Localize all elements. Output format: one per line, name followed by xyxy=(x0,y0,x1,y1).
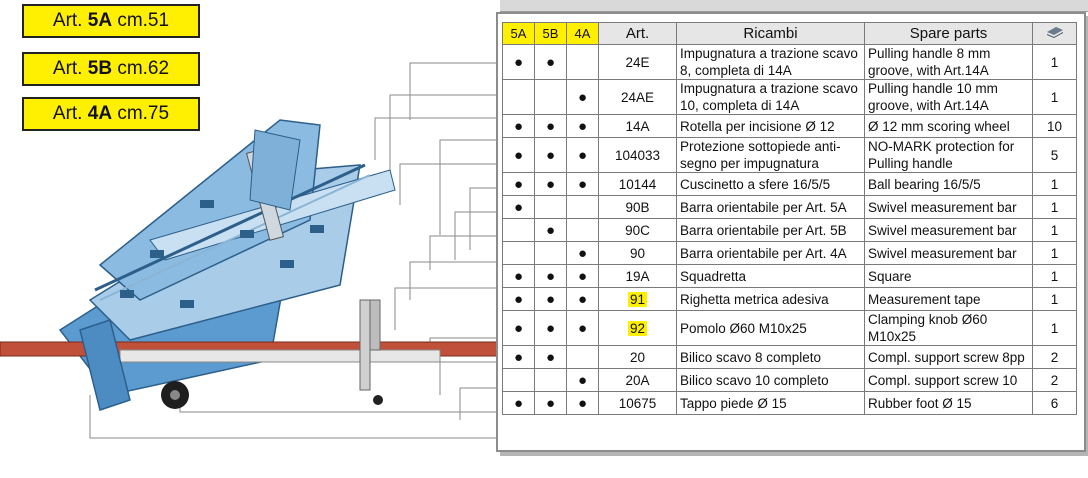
cell-5a: ● xyxy=(503,311,535,346)
cell-quantity: 2 xyxy=(1033,369,1077,392)
badge-art-5b: Art. 5B cm.62 xyxy=(22,52,200,86)
cell-quantity: 1 xyxy=(1033,311,1077,346)
cell-5a: ● xyxy=(503,196,535,219)
cell-4a: ● xyxy=(567,288,599,311)
cell-ricambi: Barra orientabile per Art. 5A xyxy=(677,196,865,219)
table-row xyxy=(503,115,1077,138)
cell-4a: ● xyxy=(567,173,599,196)
col-header-ricambi: Ricambi xyxy=(677,23,865,45)
table-row xyxy=(503,311,1077,346)
table-row xyxy=(503,288,1077,311)
cell-quantity: 10 xyxy=(1033,115,1077,138)
cell-4a xyxy=(567,45,599,80)
measurement-bar xyxy=(0,342,505,362)
cell-4a: ● xyxy=(567,311,599,346)
cell-ricambi: Rotella per incisione Ø 12 xyxy=(677,115,865,138)
cell-spare-parts: Ø 12 mm scoring wheel xyxy=(865,115,1033,138)
cell-ricambi: Righetta metrica adesiva xyxy=(677,288,865,311)
cell-5b: ● xyxy=(535,346,567,369)
cell-art: 90B xyxy=(599,196,677,219)
table-row xyxy=(503,346,1077,369)
cell-art: 24AE xyxy=(599,80,677,115)
badge-art-5a: Art. 5A cm.51 xyxy=(22,4,200,38)
cell-art xyxy=(599,288,677,311)
cell-quantity: 6 xyxy=(1033,392,1077,415)
col-header-5b: 5B xyxy=(535,23,567,45)
cell-spare-parts: NO-MARK protection for Pulling handle xyxy=(865,138,1033,173)
cell-4a: ● xyxy=(567,265,599,288)
cell-5a: ● xyxy=(503,288,535,311)
cell-5b: ● xyxy=(535,392,567,415)
cell-5b: ● xyxy=(535,219,567,242)
top-strip xyxy=(500,0,1088,12)
cell-4a xyxy=(567,219,599,242)
cell-spare-parts: Swivel measurement bar xyxy=(865,219,1033,242)
col-header-4a: 4A xyxy=(567,23,599,45)
cell-quantity: 1 xyxy=(1033,242,1077,265)
col-header-spare-parts: Spare parts xyxy=(865,23,1033,45)
cell-art: 10675 xyxy=(599,392,677,415)
cell-ricambi: Cuscinetto a sfere 16/5/5 xyxy=(677,173,865,196)
cell-5a: ● xyxy=(503,265,535,288)
cell-art: 19A xyxy=(599,265,677,288)
cell-quantity: 1 xyxy=(1033,288,1077,311)
table-row xyxy=(503,265,1077,288)
table-row xyxy=(503,45,1077,80)
cell-5a: ● xyxy=(503,173,535,196)
cell-5b: ● xyxy=(535,45,567,80)
cell-ricambi: Pomolo Ø60 M10x25 xyxy=(677,311,865,346)
cell-4a: ● xyxy=(567,138,599,173)
cell-quantity: 1 xyxy=(1033,196,1077,219)
cell-5a xyxy=(503,369,535,392)
cell-5b xyxy=(535,242,567,265)
cell-spare-parts: Compl. support screw 8pp xyxy=(865,346,1033,369)
cell-5b: ● xyxy=(535,288,567,311)
table-row xyxy=(503,173,1077,196)
table-row xyxy=(503,138,1077,173)
cell-spare-parts: Ball bearing 16/5/5 xyxy=(865,173,1033,196)
spare-parts-table xyxy=(502,22,1077,415)
cell-5b: ● xyxy=(535,173,567,196)
table-body xyxy=(503,45,1077,415)
table-row xyxy=(503,392,1077,415)
cell-5b: ● xyxy=(535,138,567,173)
cell-5a xyxy=(503,80,535,115)
cell-5a: ● xyxy=(503,392,535,415)
cell-4a: ● xyxy=(567,242,599,265)
cell-ricambi: Impugnatura a trazione scavo 8, completa di 14A xyxy=(677,45,865,80)
cell-ricambi: Bilico scavo 8 completo xyxy=(677,346,865,369)
cell-art xyxy=(599,311,677,346)
cell-quantity: 2 xyxy=(1033,346,1077,369)
table-row xyxy=(503,242,1077,265)
cell-art: 24E xyxy=(599,45,677,80)
cell-quantity: 1 xyxy=(1033,173,1077,196)
cell-spare-parts: Pulling handle 8 mm groove, with Art.14A xyxy=(865,45,1033,80)
cell-ricambi: Barra orientabile per Art. 4A xyxy=(677,242,865,265)
cell-art: 90 xyxy=(599,242,677,265)
cell-spare-parts: Rubber foot Ø 15 xyxy=(865,392,1033,415)
spare-parts-panel xyxy=(496,12,1086,452)
cell-ricambi: Squadretta xyxy=(677,265,865,288)
cell-5a xyxy=(503,219,535,242)
cell-spare-parts: Compl. support screw 10 xyxy=(865,369,1033,392)
cell-art: 104033 xyxy=(599,138,677,173)
highlighted-article: 91 xyxy=(629,291,646,307)
stack-icon xyxy=(1046,26,1064,38)
cell-quantity: 1 xyxy=(1033,265,1077,288)
table-row xyxy=(503,196,1077,219)
cell-4a: ● xyxy=(567,369,599,392)
cell-4a xyxy=(567,346,599,369)
cell-5b: ● xyxy=(535,311,567,346)
cell-4a: ● xyxy=(567,115,599,138)
cell-spare-parts: Swivel measurement bar xyxy=(865,242,1033,265)
cell-4a: ● xyxy=(567,392,599,415)
cell-ricambi: Bilico scavo 10 completo xyxy=(677,369,865,392)
cell-art: 14A xyxy=(599,115,677,138)
cell-ricambi: Protezione sottopiede anti-segno per impugnatura xyxy=(677,138,865,173)
cell-4a: ● xyxy=(567,80,599,115)
col-header-art: Art. xyxy=(599,23,677,45)
cell-ricambi: Impugnatura a trazione scavo 10, completa di 14A xyxy=(677,80,865,115)
col-header-5a: 5A xyxy=(503,23,535,45)
cell-spare-parts: Measurement tape xyxy=(865,288,1033,311)
cell-5a: ● xyxy=(503,45,535,80)
cell-5b xyxy=(535,369,567,392)
cell-ricambi: Tappo piede Ø 15 xyxy=(677,392,865,415)
cell-quantity: 5 xyxy=(1033,138,1077,173)
cell-quantity: 1 xyxy=(1033,45,1077,80)
cell-art: 90C xyxy=(599,219,677,242)
cell-art: 20 xyxy=(599,346,677,369)
cell-art: 10144 xyxy=(599,173,677,196)
highlighted-article: 92 xyxy=(629,320,646,336)
cell-5b xyxy=(535,196,567,219)
cell-quantity: 1 xyxy=(1033,219,1077,242)
cell-5a: ● xyxy=(503,346,535,369)
cell-5b xyxy=(535,80,567,115)
table-row xyxy=(503,80,1077,115)
cell-quantity: 1 xyxy=(1033,80,1077,115)
table-header-row xyxy=(503,23,1077,45)
cell-4a xyxy=(567,196,599,219)
cell-5a: ● xyxy=(503,115,535,138)
cell-ricambi: Barra orientabile per Art. 5B xyxy=(677,219,865,242)
cell-5a: ● xyxy=(503,138,535,173)
badge-art-4a: Art. 4A cm.75 xyxy=(22,97,200,131)
table-row xyxy=(503,219,1077,242)
scoring-wheel xyxy=(161,381,189,409)
table-row xyxy=(503,369,1077,392)
cell-spare-parts: Square xyxy=(865,265,1033,288)
cell-spare-parts: Clamping knob Ø60 M10x25 xyxy=(865,311,1033,346)
cell-5b: ● xyxy=(535,115,567,138)
cell-spare-parts: Swivel measurement bar xyxy=(865,196,1033,219)
cell-spare-parts: Pulling handle 10 mm groove, with Art.14A xyxy=(865,80,1033,115)
col-header-quantity xyxy=(1033,23,1077,45)
cell-5b: ● xyxy=(535,265,567,288)
cell-art: 20A xyxy=(599,369,677,392)
cell-5a xyxy=(503,242,535,265)
